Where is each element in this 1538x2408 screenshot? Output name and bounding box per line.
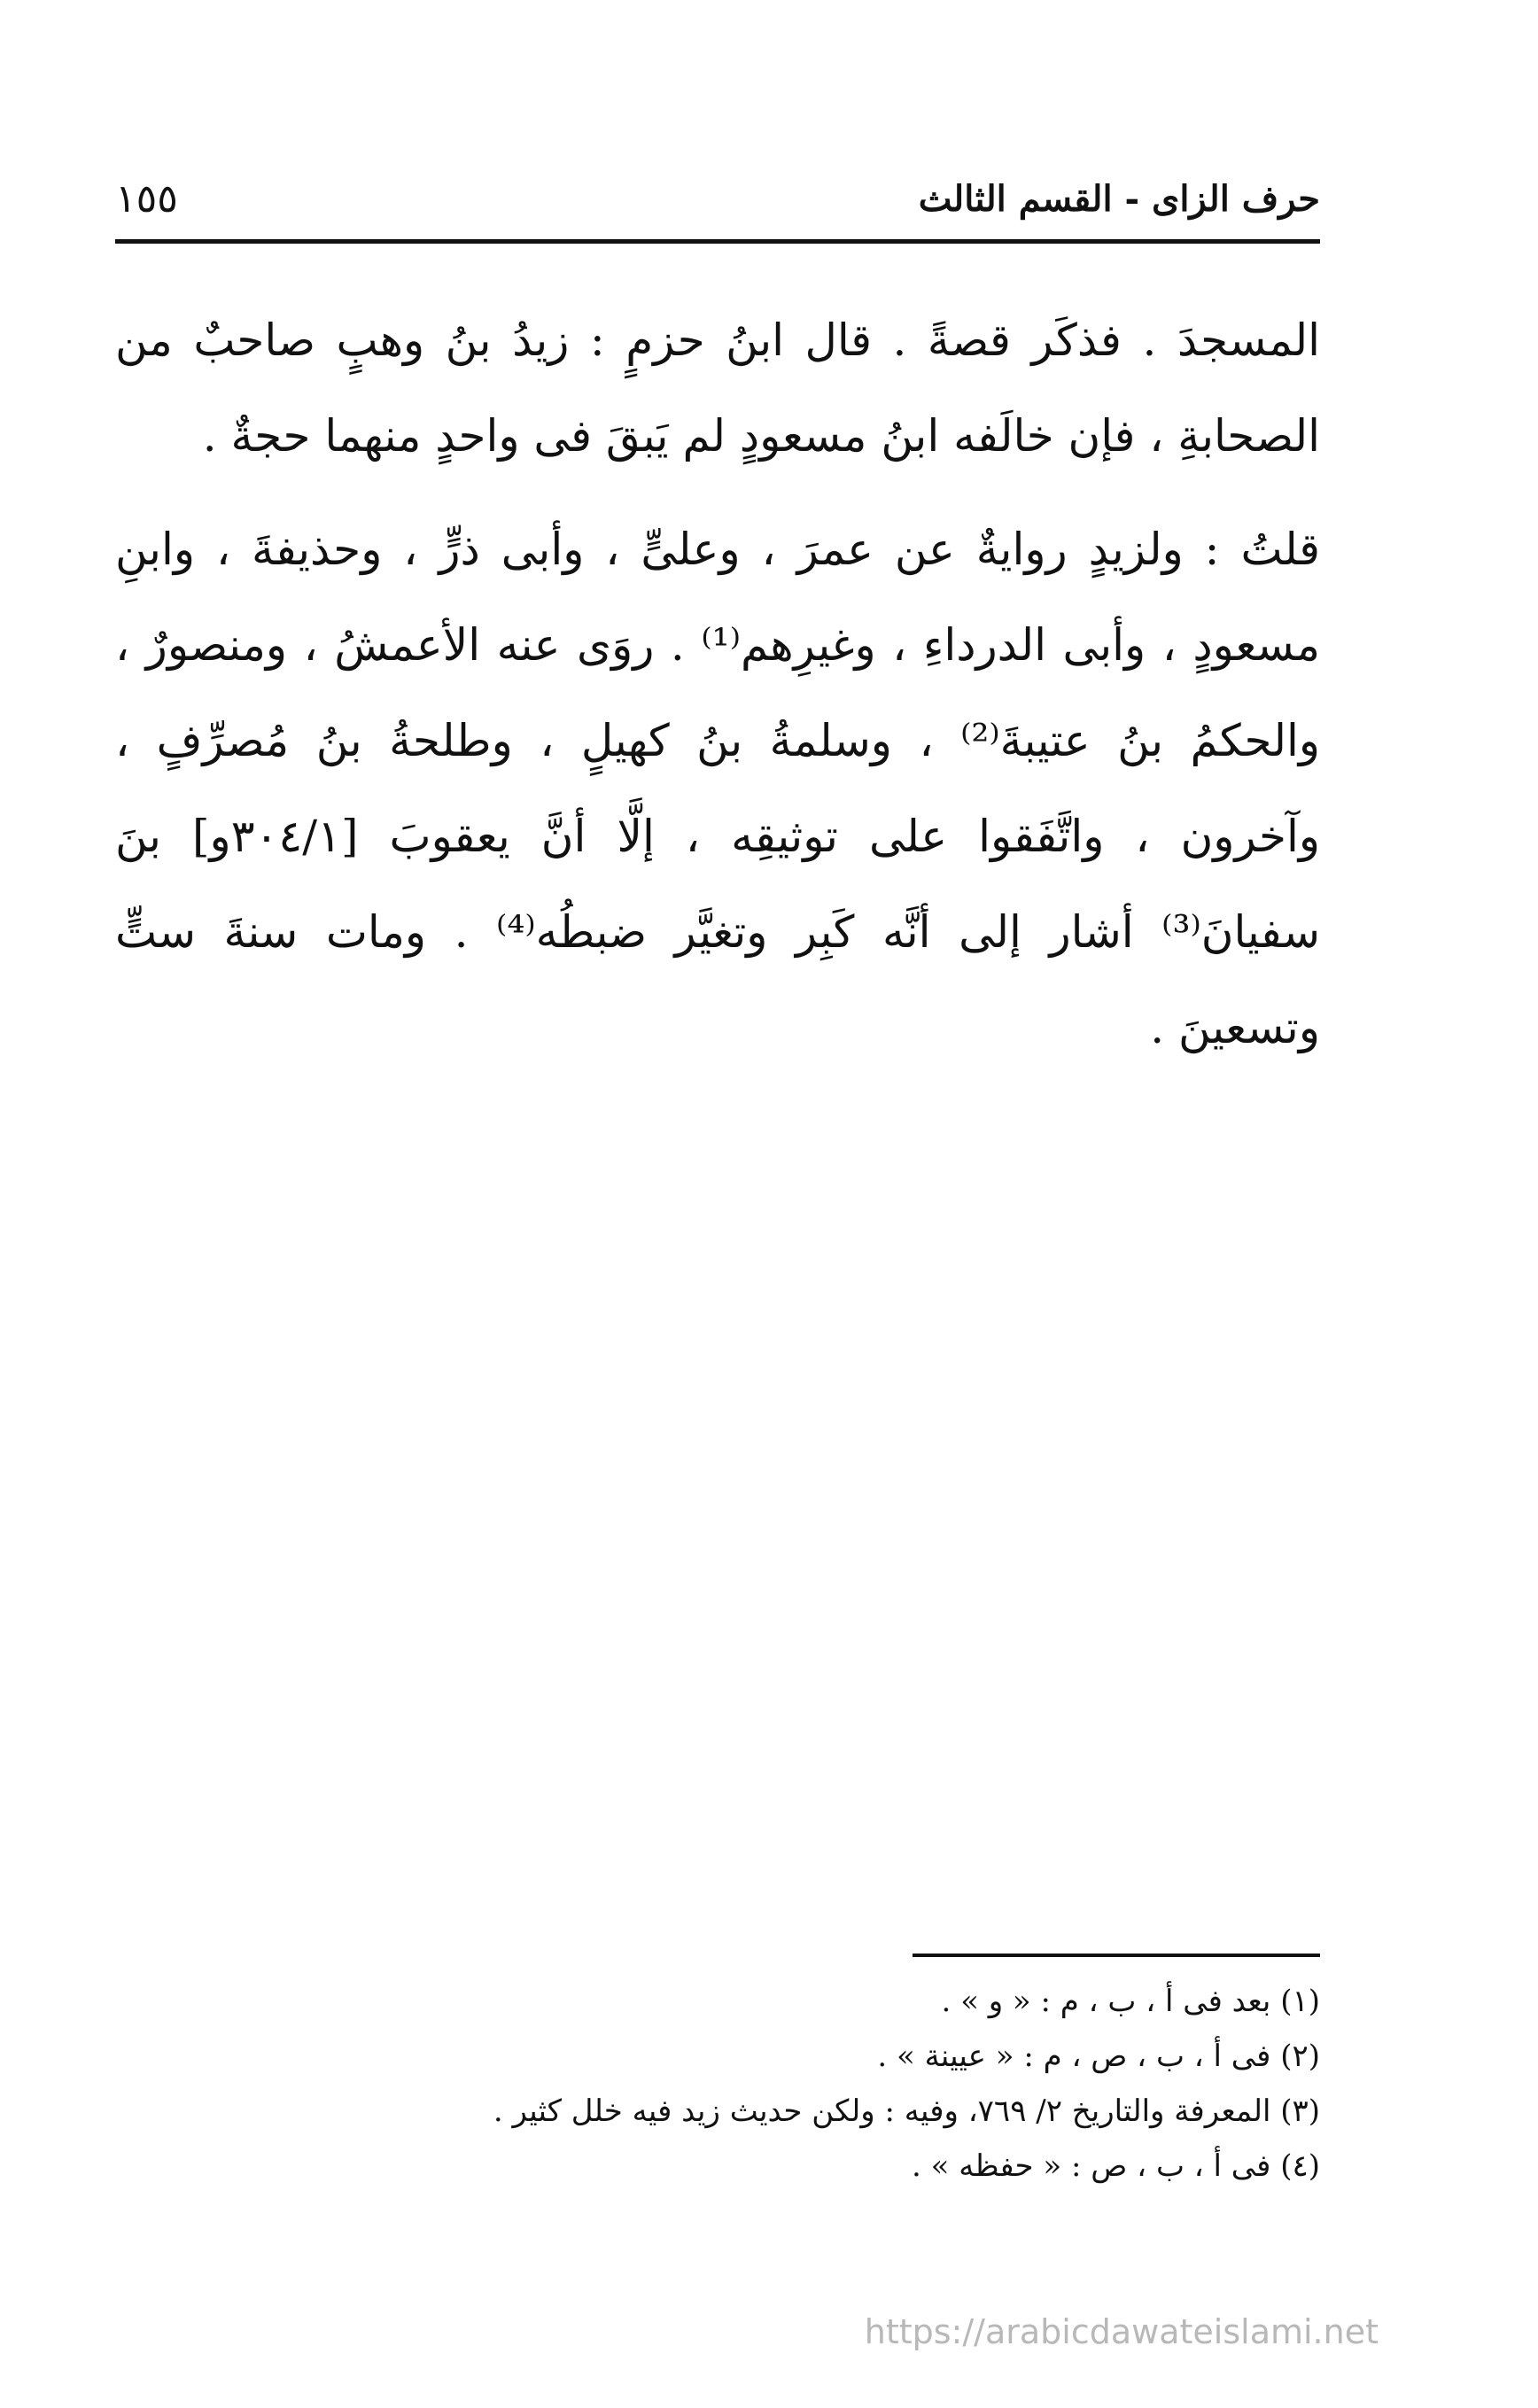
- header-rule: [115, 239, 1320, 244]
- paragraph: المسجدَ . فذكَر قصةً . قال ابنُ حزمٍ : زيدُ بنُ وهبٍ صاحبٌ من الصحابةِ ، فإن خالَفه ابنُ مسعودٍ لم يَبقَ فى واحدٍ منهما حجةٌ .: [115, 315, 1320, 462]
- footnotes: [115, 1974, 1320, 2194]
- footnote: (١) بعد فى أ ، ب ، م : « و » .: [941, 1984, 1320, 2019]
- footnote: (٤) فى أ ، ب ، ص : « حفظه » .: [912, 2148, 1320, 2184]
- paragraph: قلتُ : ولزيدٍ روايةٌ عن عمرَ ، وعلىٍّ ، وأبى ذرٍّ ، وحذيفةَ ، وابنِ مسعودٍ ، وأبى الدرداءِ ، وغيرِهم⁽¹⁾ . روَى عنه الأعمشُ ، ومنصورٌ ، والحكمُ بنُ عتيبةَ⁽²⁾ ، وسلمةُ بنُ كهيلٍ ، وطلحةُ بنُ مُصرِّفٍ ، وآخرون ، واتَّفَقوا على توثيقِه ، إلَّا أنَّ يعقوبَ [٣٠٤/١و] بنَ سفيانَ⁽³⁾ أشار إلى أنَّه كَبِر وتغيَّر ضبطُه⁽⁴⁾ . ومات سنةَ ستٍّ وتسعينَ .: [115, 524, 1320, 1053]
- footnote: (٢) فى أ ، ب ، ص ، م : « عيينة » .: [877, 2039, 1320, 2074]
- footnote: (٣) المعرفة والتاريخ ٢/ ٧٦٩، وفيه : ولكن حديث زيد فيه خلل كثير .: [493, 2093, 1320, 2129]
- running-title: حرف الزاى - القسم الثالث: [918, 178, 1320, 220]
- watermark-url: https://arabicdawateislami.net: [864, 2312, 1379, 2351]
- footnote-rule: [913, 1954, 1320, 1957]
- page-header: [115, 173, 1320, 235]
- main-text: [115, 292, 1320, 1076]
- page-number: ١٥٥: [115, 176, 178, 221]
